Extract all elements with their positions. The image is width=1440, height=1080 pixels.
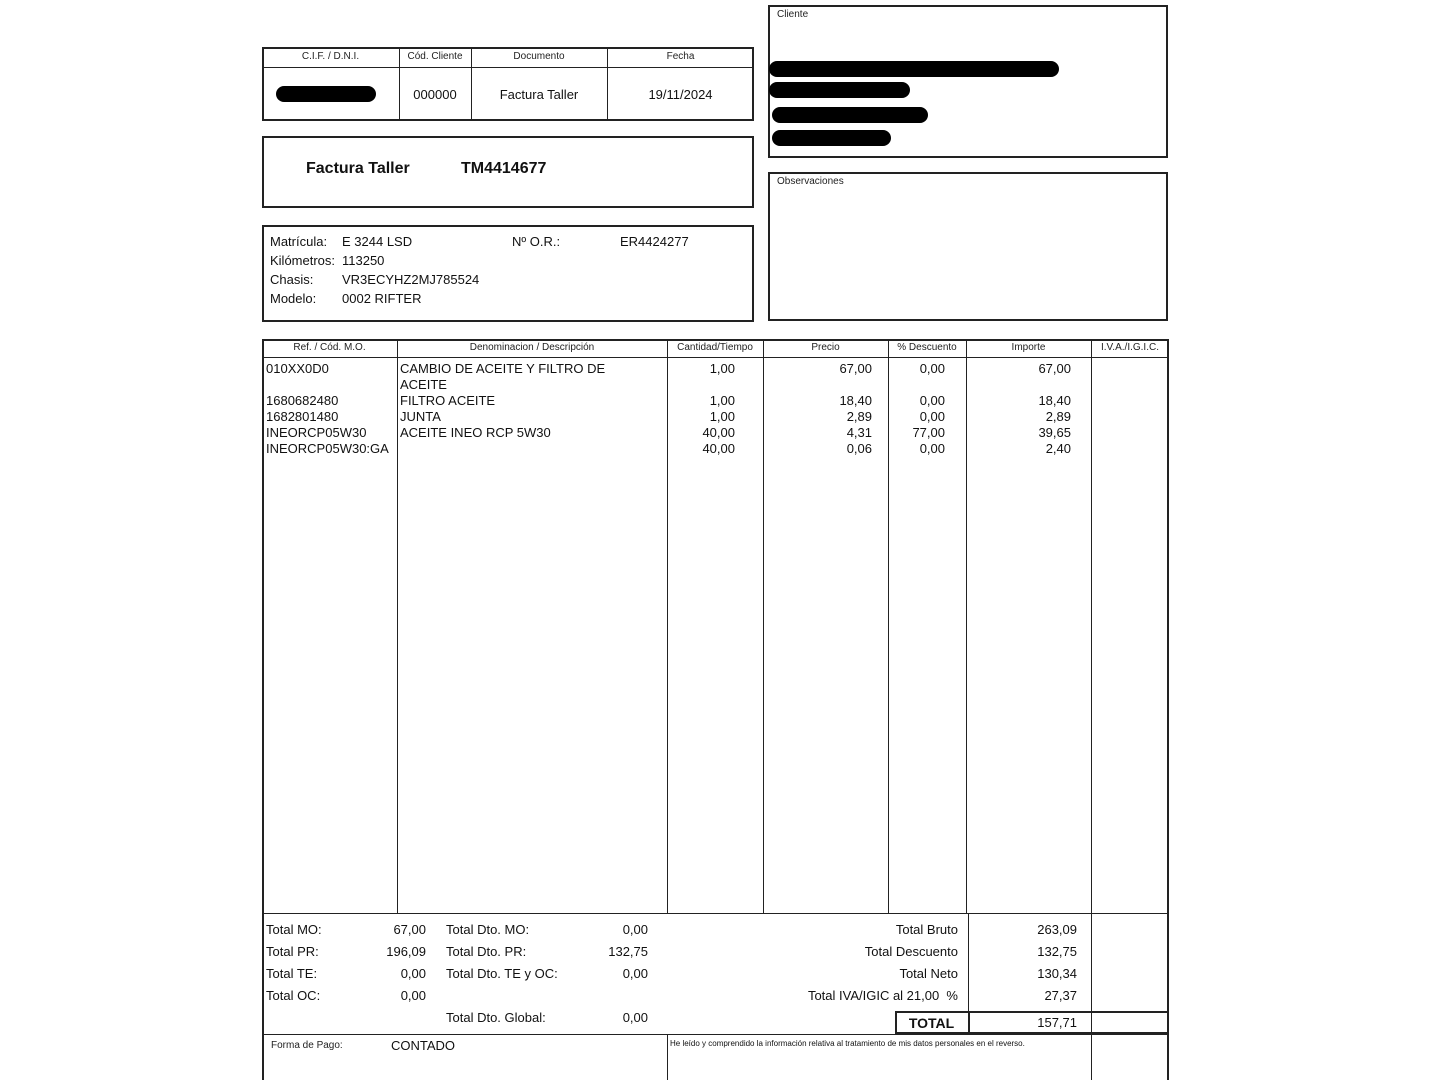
forma-pago-label: Forma de Pago: [271, 1040, 343, 1051]
row-desc: CAMBIO DE ACEITE Y FILTRO DE [400, 361, 606, 376]
total-neto-value: 130,34 [1037, 966, 1077, 981]
grand-total-label: TOTAL [908, 1015, 955, 1031]
total-descuento-value: 132,75 [1037, 944, 1077, 959]
cliente-redaction [772, 107, 928, 123]
matricula-label: Matrícula: [270, 234, 328, 249]
header-divider [262, 67, 754, 68]
row-price: 2,89 [846, 409, 872, 424]
footer-divider [262, 1034, 1169, 1035]
forma-pago-value: CONTADO [391, 1038, 456, 1053]
total-pr-label: Total PR: [266, 944, 319, 959]
row-desc: ACEITE INEO RCP 5W30 [400, 425, 551, 440]
row-ref: 1680682480 [266, 393, 339, 408]
table-col-divider [397, 339, 398, 914]
total-dto-pr-value: 132,75 [608, 944, 648, 959]
col-header-disc: % Descuento [897, 342, 957, 353]
row-qty: 40,00 [702, 441, 735, 456]
row-price: 67,00 [839, 361, 872, 376]
cliente-redaction [769, 82, 910, 98]
row-price: 18,40 [839, 393, 872, 408]
totals-divider [262, 913, 1169, 914]
documento-value: Factura Taller [499, 87, 579, 102]
row-ref: 1682801480 [266, 409, 339, 424]
modelo-label: Modelo: [270, 291, 317, 306]
col-header-desc: Denominacion / Descripción [469, 342, 595, 353]
km-value: 113250 [342, 253, 385, 268]
total-neto-label: Total Neto [899, 966, 958, 981]
fecha-label: Fecha [666, 51, 695, 62]
row-ref: 010XX0D0 [266, 361, 329, 376]
col-header-iva: I.V.A./I.G.I.C. [1101, 342, 1159, 353]
row-ref: INEORCP05W30:GA [266, 441, 389, 456]
col-header-ref: Ref. / Cód. M.O. [293, 342, 366, 353]
documento-label: Documento [513, 51, 565, 62]
row-price: 0,06 [846, 441, 872, 456]
row-amount: 2,89 [1045, 409, 1071, 424]
chasis-label: Chasis: [270, 272, 314, 287]
grand-total-value: 157,71 [1037, 1015, 1077, 1030]
total-dto-global-label: Total Dto. Global: [446, 1010, 546, 1025]
row-amount: 67,00 [1038, 361, 1071, 376]
total-oc-value: 0,00 [400, 988, 426, 1003]
table-col-divider [1091, 339, 1092, 1080]
footer-col-divider [667, 1034, 668, 1080]
total-te-label: Total TE: [266, 966, 318, 981]
or-value: ER4424277 [620, 234, 689, 249]
row-amount: 2,40 [1045, 441, 1071, 456]
total-pr-value: 196,09 [386, 944, 426, 959]
fecha-value: 19/11/2024 [648, 87, 713, 102]
total-dto-global-value: 0,00 [622, 1010, 648, 1025]
row-disc: 0,00 [919, 441, 945, 456]
invoice-number: TM4414677 [461, 160, 547, 177]
total-mo-value: 67,00 [393, 922, 426, 937]
row-disc: 77,00 [912, 425, 945, 440]
observaciones-label: Observaciones [777, 176, 844, 187]
invoice-title: Factura Taller [306, 160, 410, 177]
row-amount: 39,65 [1038, 425, 1071, 440]
cod-cliente-label: Cód. Cliente [407, 51, 463, 62]
chasis-value: VR3ECYHZ2MJ785524 [342, 272, 480, 287]
total-dto-mo-label: Total Dto. MO: [446, 922, 530, 937]
row-qty: 1,00 [709, 409, 735, 424]
cif-label: C.I.F. / D.N.I. [301, 51, 360, 62]
col-header-qty: Cantidad/Tiempo [677, 342, 753, 353]
row-disc: 0,00 [919, 361, 945, 376]
observaciones-box [768, 172, 1168, 321]
table-header-divider [262, 357, 1169, 358]
row-disc: 0,00 [919, 393, 945, 408]
total-mo-label: Total MO: [266, 922, 322, 937]
total-dto-mo-value: 0,00 [622, 922, 648, 937]
row-price: 4,31 [846, 425, 872, 440]
total-dto-te-value: 0,00 [622, 966, 648, 981]
km-label: Kilómetros: [270, 253, 336, 268]
row-disc: 0,00 [919, 409, 945, 424]
row-qty: 1,00 [709, 361, 735, 376]
total-bruto-label: Total Bruto [895, 922, 958, 937]
cliente-redaction [769, 61, 1059, 77]
cif-redaction [276, 86, 376, 102]
total-iva-label: Total IVA/IGIC al 21,00 % [807, 988, 958, 1003]
or-label: Nº O.R.: [512, 234, 561, 249]
total-te-value: 0,00 [400, 966, 426, 981]
total-oc-label: Total OC: [266, 988, 321, 1003]
row-qty: 40,00 [702, 425, 735, 440]
col-header-price: Precio [811, 342, 840, 353]
cliente-redaction [772, 130, 891, 146]
modelo-value: 0002 RIFTER [342, 291, 422, 306]
row-desc: ACEITE [400, 377, 447, 392]
row-desc: JUNTA [400, 409, 441, 424]
row-ref: INEORCP05W30 [266, 425, 367, 440]
row-qty: 1,00 [709, 393, 735, 408]
row-desc: FILTRO ACEITE [400, 393, 496, 408]
total-iva-value: 27,37 [1044, 988, 1077, 1003]
privacy-notice: He leído y comprendido la información relativa al tratamiento de mis datos personales en el reverso. [670, 1039, 1025, 1048]
matricula-value: E 3244 LSD [342, 234, 413, 249]
row-amount: 18,40 [1038, 393, 1071, 408]
total-dto-pr-label: Total Dto. PR: [446, 944, 527, 959]
cod-cliente-value: 000000 [413, 87, 457, 102]
total-descuento-label: Total Descuento [864, 944, 958, 959]
total-dto-te-label: Total Dto. TE y OC: [446, 966, 558, 981]
col-header-amount: Importe [1011, 342, 1046, 353]
cliente-label: Cliente [777, 9, 809, 20]
total-bruto-value: 263,09 [1037, 922, 1077, 937]
